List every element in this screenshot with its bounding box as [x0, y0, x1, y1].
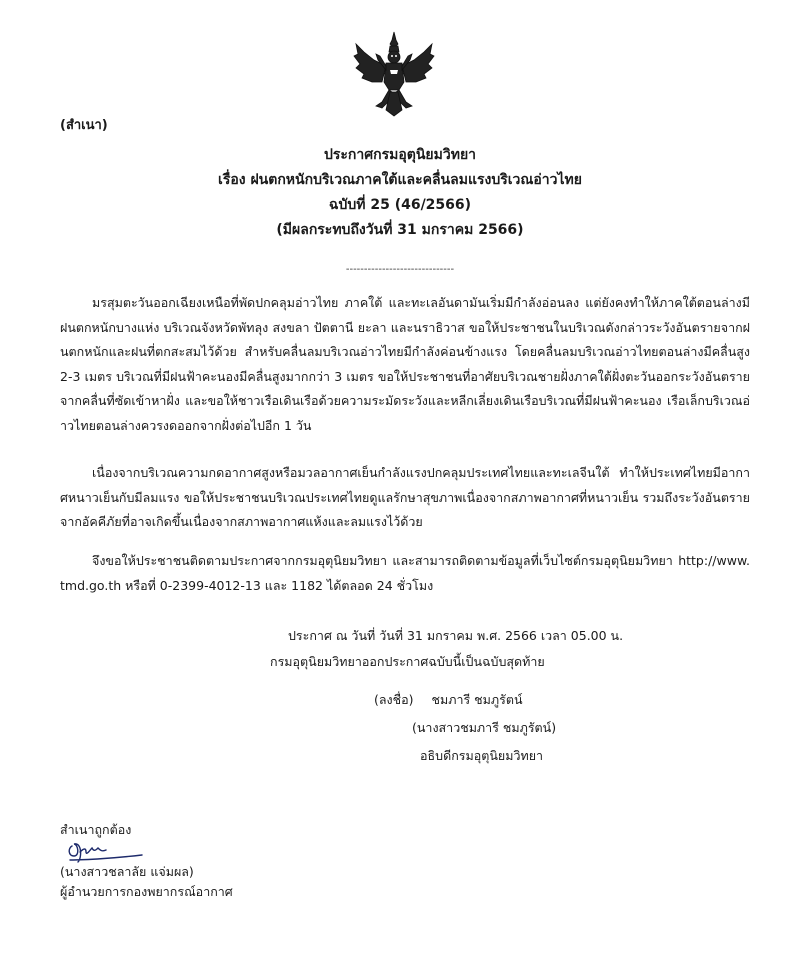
- signature-line: [374, 690, 523, 710]
- garuda-emblem-icon: [352, 30, 436, 118]
- header-subject: เรื่อง ฝนตกหนักบริเวณภาคใต้และคลื่นลมแรงบริเวณอ่าวไทย: [218, 172, 582, 188]
- signed-label: (ลงชื่อ): [374, 692, 414, 707]
- handwritten-signature-icon: [66, 838, 146, 864]
- header-effective-date: (มีผลกระทบถึงวันที่ 31 มกราคม 2566): [276, 222, 524, 238]
- signer-position: อธิบดีกรมอุตุนิยมวิทยา: [420, 748, 544, 763]
- header-issue-number: ฉบับที่ 25 (46/2566): [328, 197, 472, 213]
- certified-copy-label: สำเนาถูกต้อง: [60, 822, 132, 837]
- announcement-header: [0, 143, 800, 243]
- signer-full-name: (นางสาวชมภารี ชมภูรัตน์): [412, 720, 557, 735]
- header-agency: ประกาศกรมอุตุนิยมวิทยา: [323, 147, 477, 163]
- announcement-date: ประกาศ ณ วันที่ วันที่ 31 มกราคม พ.ศ. 2566 เวลา 05.00 น.: [288, 628, 624, 643]
- paragraph-high-pressure: เนื่องจากบริเวณความกดอากาศสูงหรือมวลอากาศเย็นกำลังแรงปกคลุมประเทศไทยและทะเลจีนใต้ ทำให้ประเทศไทยมีอากาศหนาวเย็นกับมีลมแรง ขอให้ประชาชนบริเวณประเทศไทยดูแลรักษาสุขภาพเนื่องจากสภาพอากาศที่หนาวเย็น รวมถึงระวังอันตรายจากอัคคีภัยที่อาจเกิดขึ้นเนื่องจากสภาพอากาศแห้งและลมแรงไว้ด้วย: [60, 465, 750, 529]
- signed-name: ชมภารี ชมภูรัตน์: [431, 692, 523, 707]
- certifier-position: ผู้อำนวยการกองพยากรณ์อากาศ: [60, 884, 233, 899]
- divider: ------------------------------: [345, 264, 455, 275]
- copy-label: (สำเนา): [60, 118, 108, 133]
- certifier-name: (นางสาวชลาลัย แจ่มผล): [60, 864, 194, 879]
- paragraph-monsoon: มรสุมตะวันออกเฉียงเหนือที่พัดปกคลุมอ่าวไทย ภาคใต้ และทะเลอันดามันเริ่มมีกำลังอ่อนลง แต่ยังคงทำให้ภาคใต้ตอนล่างมีฝนตกหนักบางแห่ง บริเวณจังหวัดพัทลุง สงขลา ปัตตานี ยะลา และนราธิวาส ขอให้ประชาชนในบริเวณดังกล่าวระวังอันตรายจากฝนตกหนักและฝนที่ตกสะสมไว้ด้วย สำหรับคลื่นลมบริเวณอ่าวไทยมีกำลังค่อนข้างแรง โดยคลื่นลมบริเวณอ่าวไทยตอนล่างมีคลื่นสูง 2-3 เมตร บริเวณที่มีฝนฟ้าคะนองมีคลื่นสูงมากกว่า 3 เมตร ขอให้ประชาชนที่อาศัยบริเวณชายฝั่งภาคใต้ฝั่งตะวันออกระวังอันตรายจากคลื่นที่ซัดเข้าหาฝั่ง และขอให้ชาวเรือเดินเรือด้วยความระมัดระวังและหลีกเลี่ยงเดินเรือบริเวณที่มีฝนฟ้าคะนอง เรือเล็กบริเวณอ่าวไทยตอนล่างควรงดออกจากฝั่งต่อไปอีก 1 วัน: [60, 295, 750, 433]
- paragraph-contact: จึงขอให้ประชาชนติดตามประกาศจากกรมอุตุนิยมวิทยา และสามารถติดตามข้อมูลที่เว็บไซต์กรมอุตุนิยมวิทยา http://www.tmd.go.th หรือที่ 0-2399-4012-13 และ 1182 ได้ตลอด 24 ชั่วโมง: [60, 553, 750, 593]
- final-issue-note: กรมอุตุนิยมวิทยาออกประกาศฉบับนี้เป็นฉบับสุดท้าย: [270, 654, 545, 669]
- announcement-date-block: [270, 623, 623, 675]
